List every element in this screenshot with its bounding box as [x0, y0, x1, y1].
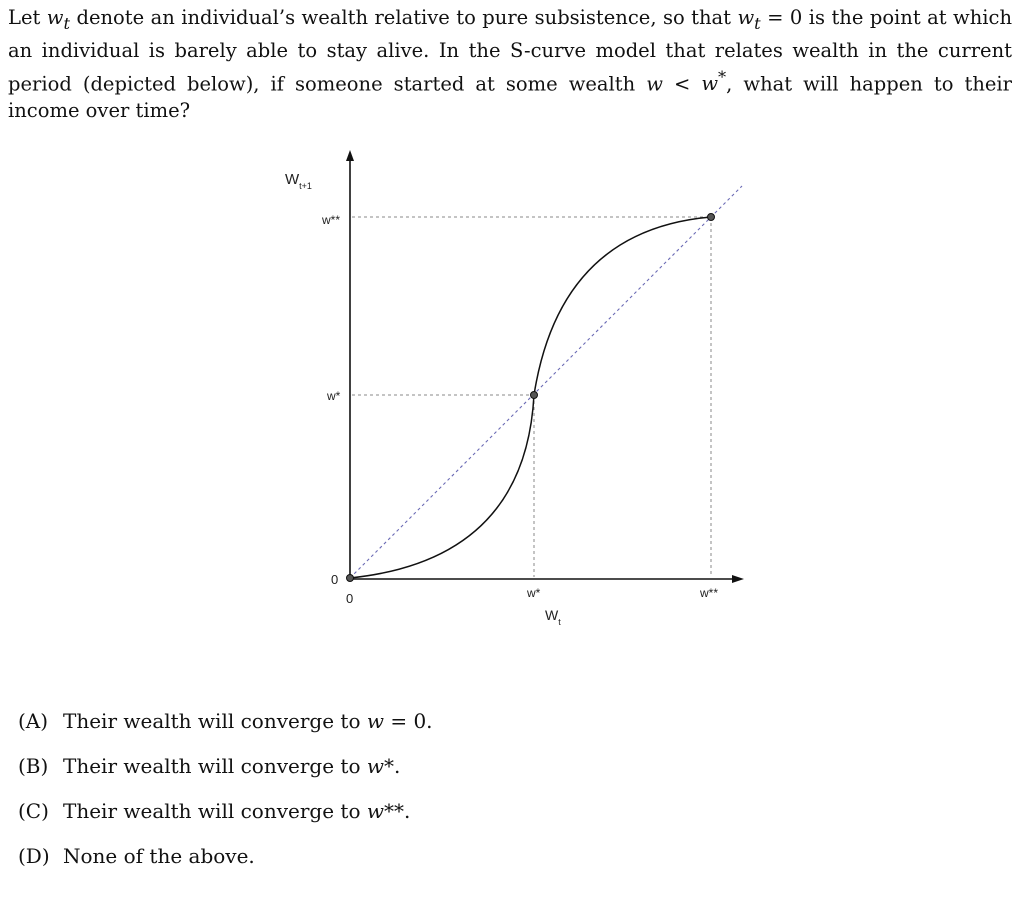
x-axis-label-main: W [545, 607, 559, 623]
math-sub: t [63, 13, 71, 33]
question-part: < [662, 72, 702, 96]
y-tick-w-star: w* [327, 389, 341, 403]
y-tick-zero: 0 [331, 572, 339, 587]
option-text-end: **. [383, 799, 411, 823]
question-part: Let [8, 6, 47, 29]
diagonal-45-line [350, 186, 742, 578]
point-origin [347, 575, 354, 582]
math-w: w [646, 72, 663, 96]
y-axis-label-sub: t+1 [299, 181, 312, 191]
option-text: Their wealth will converge to [63, 754, 367, 778]
option-a[interactable] [18, 708, 433, 753]
x-axis-arrow-icon [732, 575, 744, 583]
x-tick-w-double-star: w** [700, 586, 719, 600]
option-label: (A) [18, 709, 49, 733]
y-axis-label [285, 171, 312, 191]
y-axis-arrow-icon [346, 150, 354, 161]
option-text: None of the above. [63, 844, 255, 868]
math-sup: * [718, 67, 727, 87]
option-label: (C) [18, 799, 49, 823]
math-var: w [46, 6, 64, 29]
option-label: (D) [18, 844, 50, 868]
option-text-end: = 0. [383, 709, 433, 733]
option-text: Their wealth will converge to [63, 799, 367, 823]
option-math: w [366, 754, 384, 778]
point-w-double-star [708, 214, 715, 221]
y-tick-w-double-star: w** [322, 213, 341, 227]
x-axis-label-sub: t [558, 617, 561, 627]
answer-options [18, 708, 433, 888]
option-d[interactable] [18, 843, 433, 888]
option-text-end: *. [383, 754, 401, 778]
math-var: w [737, 6, 755, 29]
math-sub: t [754, 13, 761, 33]
option-b[interactable] [18, 753, 433, 798]
option-math: w [366, 709, 384, 733]
math-var: w [701, 72, 719, 96]
x-axis-label [545, 607, 561, 627]
question-part: , what will happen to their income over time? [8, 72, 1012, 123]
option-label: (B) [18, 754, 49, 778]
question-part: denote an individual’s wealth relative to pure subsistence, so that [70, 6, 738, 29]
option-c[interactable] [18, 798, 433, 843]
x-tick-w-star: w* [527, 586, 541, 600]
option-text: Their wealth will converge to [63, 709, 367, 733]
question-part: = 0 is the point at which an individual is barely able to stay alive. In the S-curve model that relates wealth in the current period (depicted below), if someone started at some wealth [8, 6, 1013, 96]
y-axis-label-main: W [285, 171, 300, 188]
point-w-star [531, 392, 538, 399]
option-math: w [366, 799, 384, 823]
x-tick-zero: 0 [346, 591, 354, 606]
